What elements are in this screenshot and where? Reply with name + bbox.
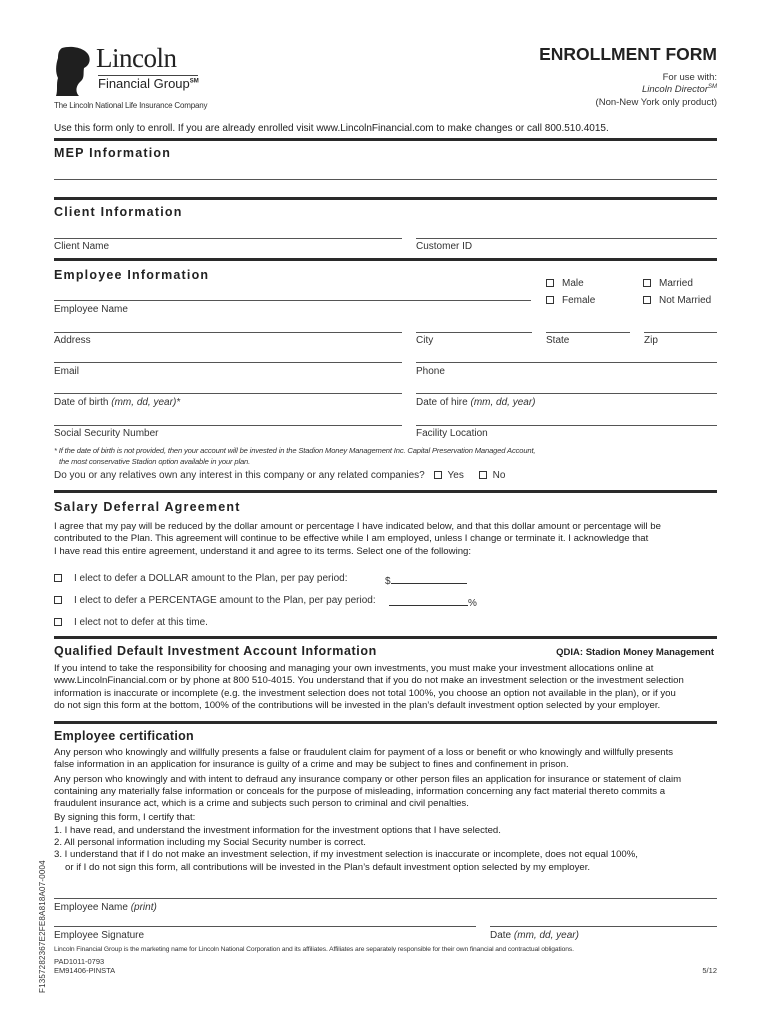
intro-text: Use this form only to enroll. If you are already enrolled visit www.LincolnFinancial.com to make changes or call 800.510.4015. bbox=[54, 123, 609, 134]
city-label: City bbox=[416, 335, 434, 346]
relatives-no-checkbox[interactable]: No bbox=[479, 470, 506, 481]
qdia-text-3: information is inaccurate or incomplete (e.g. the investment selection does not total 100%, you choose an option not available in the plan), or if you bbox=[54, 687, 676, 699]
client-name-label: Client Name bbox=[54, 241, 110, 252]
checkbox-icon bbox=[479, 471, 487, 479]
checkbox-icon bbox=[643, 279, 651, 287]
checkbox-icon bbox=[434, 471, 442, 479]
mep-input-line[interactable] bbox=[54, 179, 717, 180]
region-note: (Non-New York only product) bbox=[595, 97, 717, 108]
salary-divider bbox=[54, 490, 717, 493]
qdia-title: Qualified Default Investment Account Information bbox=[54, 644, 377, 658]
facility-label: Facility Location bbox=[416, 428, 488, 439]
qdia-divider bbox=[54, 636, 717, 639]
checkbox-icon bbox=[546, 279, 554, 287]
checkbox-icon bbox=[54, 618, 62, 626]
qdia-text-2: www.LincolnFinancial.com or by phone at 800 510-4015. You understand that if you do not make an investment selection or the investment selection bbox=[54, 675, 684, 687]
cert-item-1: 1. I have read, and understand the investment information for the investment options that I have selected. bbox=[54, 824, 501, 836]
city-field[interactable] bbox=[416, 332, 532, 333]
female-checkbox[interactable]: Female bbox=[546, 295, 595, 306]
cert-item-3a: 3. I understand that if I do not make an investment selection, if my investment selection is inaccurate or incomplete, does not equal 100%, bbox=[54, 849, 638, 861]
employee-name-print-field[interactable] bbox=[54, 898, 717, 899]
cert-p2b: containing any materially false information or conceals for the purpose of misleading, information concerning any fact material thereto commits a bbox=[54, 785, 666, 797]
employee-title: Employee Information bbox=[54, 268, 210, 282]
signature-date-label: Date (mm, dd, year) bbox=[490, 930, 579, 941]
logo-subtitle: Financial Group℠ bbox=[98, 76, 199, 91]
salary-text bbox=[54, 521, 661, 558]
company-name: The Lincoln National Life Insurance Company bbox=[54, 101, 208, 110]
employee-divider bbox=[54, 258, 717, 261]
salary-text-2: contributed to the Plan. This agreement will continue to be effective while I am employed, unless I change or terminate it. I acknowledge that bbox=[54, 533, 649, 545]
facility-field[interactable] bbox=[416, 425, 717, 426]
client-divider bbox=[54, 197, 717, 200]
signature-label: Employee Signature bbox=[54, 930, 145, 941]
qdia-provider: QDIA: Stadion Money Management bbox=[556, 647, 714, 658]
phone-field[interactable] bbox=[416, 362, 717, 363]
cert-p1a: Any person who knowingly and willfully presents a false or fraudulent claim for payment of a loss or benefit or who knowingly and willfully presents bbox=[54, 747, 674, 758]
logo bbox=[54, 43, 214, 98]
qdia-text-1: If you intend to take the responsibility for choosing and managing your own investments, you must make your investment allocations online at bbox=[54, 663, 654, 674]
lincoln-silhouette-icon bbox=[54, 46, 94, 96]
dob-label: Date of birth (mm, dd, year)* bbox=[54, 397, 181, 408]
ssn-label: Social Security Number bbox=[54, 428, 159, 439]
form-title: ENROLLMENT FORM bbox=[539, 44, 717, 64]
checkbox-icon bbox=[54, 574, 62, 582]
doh-field[interactable] bbox=[416, 393, 717, 394]
ssn-field[interactable] bbox=[54, 425, 402, 426]
footnote-line-1: * If the date of birth is not provided, then your account will be invested in the Stadion Money Management Inc. Capital Preservation Managed Account, bbox=[54, 446, 536, 455]
logo-name: Lincoln bbox=[96, 43, 177, 73]
email-field[interactable] bbox=[54, 362, 402, 363]
employee-name-field[interactable] bbox=[54, 300, 531, 301]
dob-field[interactable] bbox=[54, 393, 402, 394]
mep-divider bbox=[54, 138, 717, 141]
mep-title: MEP Information bbox=[54, 146, 172, 160]
side-barcode-text: F1357282367E2FE8A818A07-0004 bbox=[38, 860, 47, 993]
zip-field[interactable] bbox=[644, 332, 717, 333]
client-title: Client Information bbox=[54, 205, 183, 219]
relatives-yes-checkbox[interactable]: Yes bbox=[434, 470, 464, 481]
salary-text-3: I have read this entire agreement, understand it and agree to its terms. Select one of the following: bbox=[54, 545, 472, 557]
footnote-line-2: the most conservative Stadion option available in your plan. bbox=[59, 456, 251, 466]
footer-code-1: PAD1011-0793 bbox=[54, 957, 105, 966]
cert-p2a: Any person who knowingly and with intent to defraud any insurance company or other person files an application for insurance or statement of claim bbox=[54, 773, 682, 785]
footer-version: 5/12 bbox=[702, 966, 717, 975]
male-checkbox[interactable]: Male bbox=[546, 278, 584, 289]
cert-p2c: fraudulent insurance act, which is a crime and subjects such person to criminal and civil penalties. bbox=[54, 798, 469, 810]
cert-p1b: false information in an application for insurance is guilty of a crime and may be subject to fines and confinement in prison. bbox=[54, 759, 569, 771]
dollar-amount-field[interactable]: $ bbox=[385, 573, 467, 587]
phone-label: Phone bbox=[416, 366, 445, 377]
defer-percentage-option[interactable]: I elect to defer a PERCENTAGE amount to the Plan, per pay period: bbox=[54, 595, 376, 606]
qdia-text-4: do not sign this form at the bottom, 100% of the contributions will be invested in the plan’s default investment option selected by your employer. bbox=[54, 699, 661, 711]
defer-dollar-option[interactable]: I elect to defer a DOLLAR amount to the Plan, per pay period: bbox=[54, 573, 348, 584]
state-label: State bbox=[546, 335, 570, 346]
not-married-checkbox[interactable]: Not Married bbox=[643, 295, 711, 306]
checkbox-icon bbox=[643, 296, 651, 304]
cert-item-3b: or if I do not sign this form, all contributions will be invested in the Plan’s default investment option selected by my employer. bbox=[65, 861, 591, 873]
salary-text-1: I agree that my pay will be reduced by the dollar amount or percentage I have indicated below, and that this dollar amount or percentage will be bbox=[54, 521, 661, 532]
cert-item-2: 2. All personal information including my Social Security number is correct. bbox=[54, 837, 366, 849]
address-label: Address bbox=[54, 335, 91, 346]
client-name-field[interactable] bbox=[54, 238, 402, 239]
married-checkbox[interactable]: Married bbox=[643, 278, 693, 289]
cert-title: Employee certification bbox=[54, 729, 194, 743]
cert-p3: By signing this form, I certify that: bbox=[54, 812, 196, 824]
percentage-amount-field[interactable]: % bbox=[389, 595, 477, 609]
no-defer-option[interactable]: I elect not to defer at this time. bbox=[54, 617, 208, 628]
signature-field[interactable] bbox=[54, 926, 476, 927]
customer-id-label: Customer ID bbox=[416, 241, 473, 252]
salary-title: Salary Deferral Agreement bbox=[54, 500, 241, 514]
signature-date-field[interactable] bbox=[490, 926, 717, 927]
product-name: Lincoln Director℠ bbox=[642, 84, 717, 96]
address-field[interactable] bbox=[54, 332, 402, 333]
qdia-text bbox=[54, 663, 684, 712]
checkbox-icon bbox=[546, 296, 554, 304]
email-label: Email bbox=[54, 366, 80, 377]
employee-name-print-label: Employee Name (print) bbox=[54, 902, 157, 913]
cert-text bbox=[54, 747, 681, 874]
use-with: For use with: bbox=[662, 72, 717, 83]
doh-label: Date of hire (mm, dd, year) bbox=[416, 397, 536, 408]
checkbox-icon bbox=[54, 596, 62, 604]
customer-id-field[interactable] bbox=[416, 238, 717, 239]
footer-code-2: EM91406-PINSTA bbox=[54, 966, 116, 975]
relatives-question: Do you or any relatives own any interest in this company or any related companies? Yes No bbox=[54, 470, 506, 481]
state-field[interactable] bbox=[546, 332, 630, 333]
dob-footnote bbox=[54, 446, 535, 467]
cert-divider bbox=[54, 721, 717, 724]
footer-disclaimer: Lincoln Financial Group is the marketing name for Lincoln National Corporation and its affiliates. Affiliates are separately responsible for their own financial and contractual obligations. bbox=[54, 946, 574, 953]
employee-name-label: Employee Name bbox=[54, 304, 128, 315]
zip-label: Zip bbox=[644, 335, 658, 346]
